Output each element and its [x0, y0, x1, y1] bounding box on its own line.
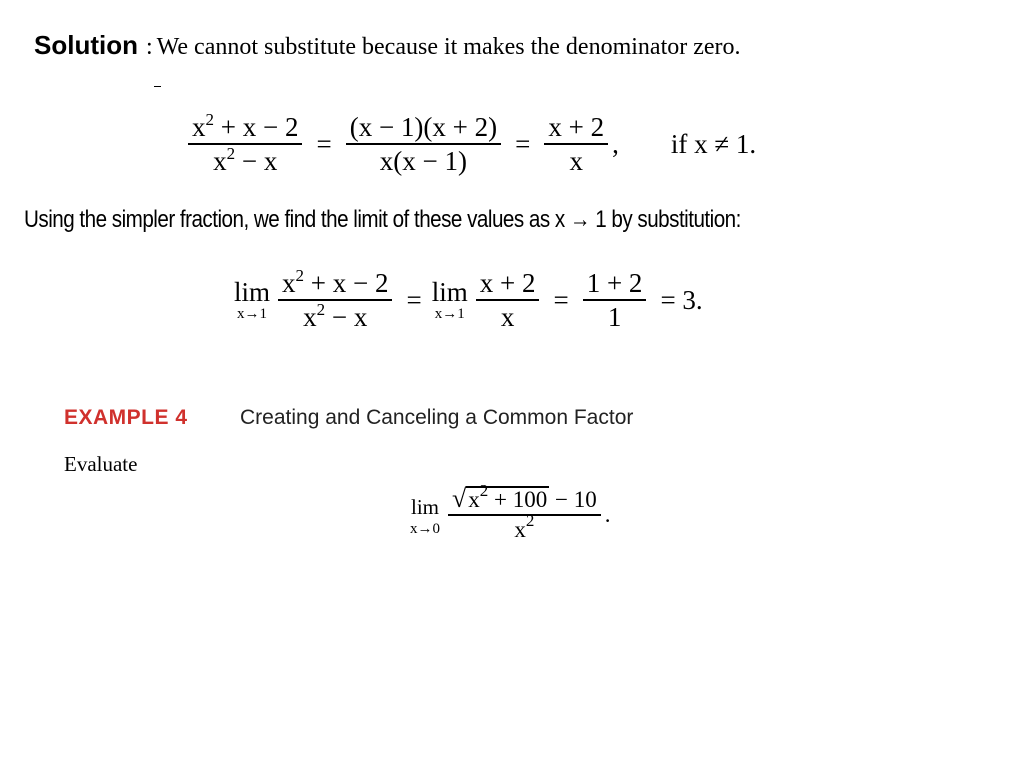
limit-fraction-1	[278, 268, 392, 332]
condition-text: if x ≠ 1.	[670, 128, 757, 159]
lim-subscript: x→0	[410, 520, 440, 537]
simplified-denominator: x	[569, 146, 583, 176]
limit-fraction-1-denominator: $x^2 - x$	[303, 300, 368, 332]
equals-sign: =	[406, 284, 422, 315]
solution-label: Solution	[34, 30, 138, 60]
example-title: Creating and Canceling a Common Factor	[240, 406, 634, 429]
example-fraction	[448, 481, 601, 543]
lhs-denominator: $x^2 - x$	[213, 144, 278, 176]
limit-fraction-2-denominator: x	[500, 302, 515, 332]
limit-fraction-3	[583, 268, 647, 332]
numerator-tail: − 10	[555, 487, 597, 512]
example-label: EXAMPLE 4	[64, 406, 188, 429]
radicand: $x^2 + 100$	[468, 481, 548, 512]
equals-sign: =	[316, 128, 332, 159]
limit-fraction-2	[476, 268, 540, 332]
lim-subscript: x→1	[237, 306, 267, 322]
factored-numerator: (x − 1)(x + 2)	[346, 112, 501, 145]
decorative-dash	[154, 86, 161, 87]
example-limit-expression	[410, 481, 611, 543]
limit-operator	[432, 278, 468, 322]
limit-fraction-3-numerator: 1 + 2	[583, 268, 647, 301]
example-numerator	[448, 481, 601, 516]
limit-fraction-3-denominator: 1	[607, 302, 622, 332]
lhs-fraction	[188, 112, 302, 176]
lim-subscript: x→1	[434, 306, 465, 322]
evaluate-text: Evaluate	[64, 452, 138, 476]
radical-sign: √	[452, 484, 467, 513]
limit-operator	[234, 278, 270, 322]
limit-fraction-1-numerator: $x^2 + x - 2$	[278, 268, 392, 301]
limit-fraction-2-numerator: x + 2	[476, 268, 540, 301]
example-denominator: $x^2$	[514, 511, 535, 542]
solution-colon: :	[145, 34, 153, 60]
lim-word: lim	[410, 494, 439, 519]
equals-sign: =	[515, 128, 531, 159]
lim-word: lim	[431, 277, 468, 307]
factoring-equation	[184, 112, 756, 176]
comma: ,	[612, 128, 619, 159]
simplified-numerator: x + 2	[544, 112, 608, 145]
factored-denominator: x(x − 1)	[379, 146, 468, 176]
equals-sign: =	[553, 284, 569, 315]
using-text: Using the simpler fraction, we find the limit of these values as x → 1 by substitution:	[24, 206, 741, 233]
lim-word: lim	[234, 277, 271, 307]
solution-text: We cannot substitute because it makes the denominator zero.	[156, 34, 741, 60]
period: .	[604, 501, 611, 527]
factored-fraction	[346, 112, 501, 176]
solution-line	[34, 30, 741, 61]
limit-result: = 3.	[660, 284, 703, 315]
lhs-numerator: $x^2 + x - 2$	[188, 112, 302, 145]
simplified-fraction	[544, 112, 608, 176]
square-root	[452, 481, 549, 513]
limit-equation	[234, 268, 713, 332]
limit-operator	[410, 493, 440, 537]
